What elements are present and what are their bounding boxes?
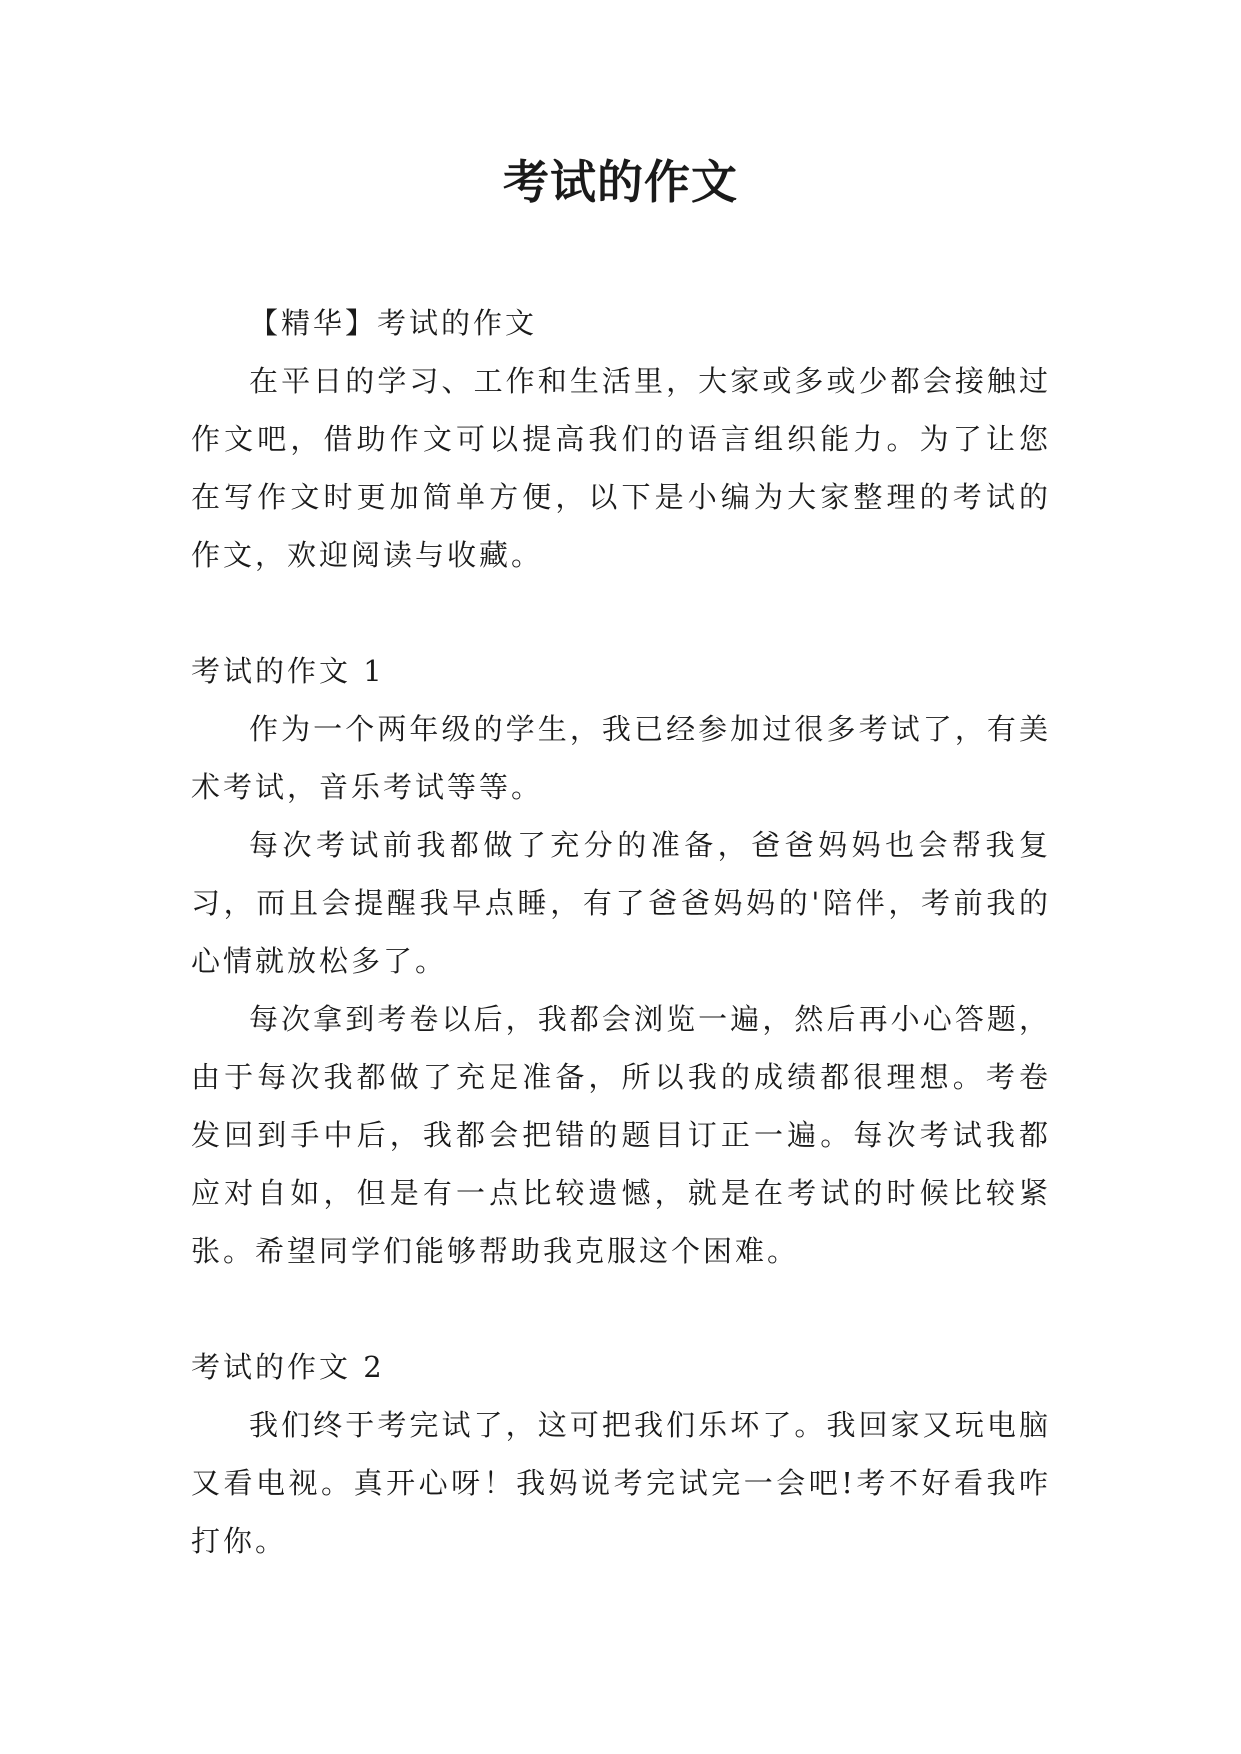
essay-1-paragraph-1: 作为一个两年级的学生，我已经参加过很多考试了，有美术考试，音乐考试等等。 — [191, 712, 1051, 804]
essay-1-paragraph-2: 每次考试前我都做了充分的准备，爸爸妈妈也会帮我复习，而且会提醒我早点睡，有了爸爸妈妈的'陪伴，考前我的心情就放松多了。 — [191, 828, 1051, 978]
document-title: 考试的作文 — [503, 155, 738, 209]
essay-1-heading: 考试的作文 1 — [191, 654, 385, 688]
essay-2-paragraph-1: 我们终于考完试了，这可把我们乐坏了。我回家又玩电脑又看电视。真开心呀！我妈说考完试完一会吧!考不好看我咋打你。 — [191, 1408, 1051, 1558]
section-spacer — [191, 1280, 1051, 1338]
intro-heading: 【精华】考试的作文 — [249, 306, 538, 340]
intro-paragraph: 在平日的学习、工作和生活里，大家或多或少都会接触过作文吧，借助作文可以提高我们的语言组织能力。为了让您在写作文时更加简单方便，以下是小编为大家整理的考试的作文，欢迎阅读与收藏。 — [191, 364, 1051, 572]
document-body — [191, 294, 1051, 1570]
section-spacer — [191, 584, 1051, 642]
essay-1-paragraph-3: 每次拿到考卷以后，我都会浏览一遍，然后再小心答题，由于每次我都做了充足准备，所以我的成绩都很理想。考卷发回到手中后，我都会把错的题目订正一遍。每次考试我都应对自如，但是有一点比较遗憾，就是在考试的时候比较紧张。希望同学们能够帮助我克服这个困难。 — [191, 1002, 1051, 1268]
essay-2-heading: 考试的作文 2 — [191, 1350, 385, 1384]
